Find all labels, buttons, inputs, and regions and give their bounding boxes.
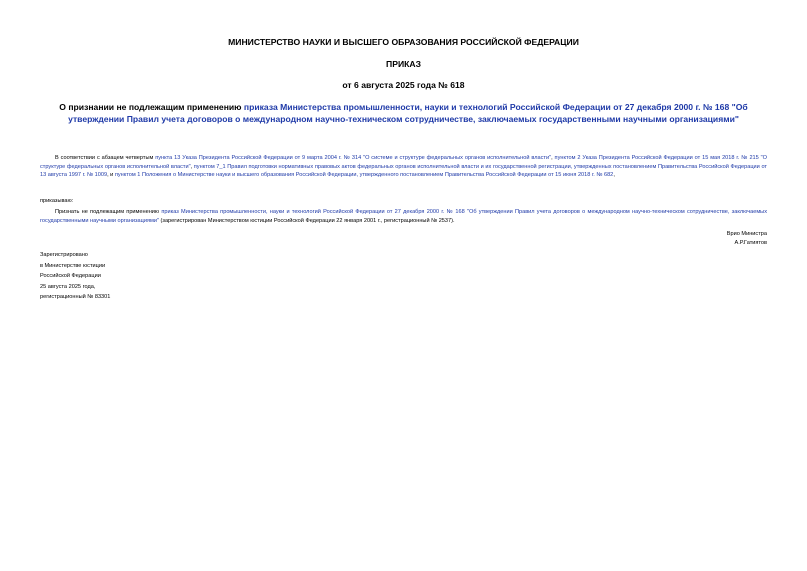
preamble-link-4[interactable]: пунктом 1 Положения о Министерстве науки и высшего образования Российской Федерации, утвержденного постановлением Правительства Российской Федерации от 15 июня 2018 г. № 682 <box>114 172 614 179</box>
decision-text-1: Признать не подлежащим применению <box>55 209 162 215</box>
decision-link-1[interactable]: приказ Министерства промышленности, науки и технологий Российской Федерации от 27 декабря 2000 г. № 168 "Об утверждении Правил учета договоров о международном научно-техническом сотрудничестве, заключаемых государственными научными организациями" <box>40 209 768 224</box>
preamble-link-2[interactable]: пунктом 2 Указа Президента Российской Федерации от 15 мая 2018 г. № 215 "О структуре федеральных органов исполнительной власти" <box>40 155 768 170</box>
preamble-link-3[interactable]: пунктом 7_1 Правил подготовки нормативных правовых актов федеральных органов исполнительной власти и их государственной регистрации, утвержденных постановлением Правительства Российской Федерации от 13 августа 1997 г. № 1009 <box>40 163 767 179</box>
preamble-text-2: , <box>551 155 555 161</box>
title-link[interactable]: приказа Министерства промышленности, науки и технологий Российской Федерации от 27 декабря 2000 г. № 168 "Об утверждении Правил учета договоров о международном научно-техническом сотрудничестве, заключаемых государственными научными организациями" <box>68 102 748 124</box>
registration-line-2: в Министерстве юстиции <box>40 263 106 269</box>
preamble-text-5: , <box>613 172 615 179</box>
registration-line-1: Зарегистрировано <box>40 252 88 258</box>
registration-line-5: регистрационный № 83301 <box>40 294 111 300</box>
preamble-link-1[interactable]: пункта 13 Указа Президента Российской Федерации от 9 марта 2004 г. № 314 "О системе и структуре федеральных органов исполнительной власти" <box>155 155 552 161</box>
title-prefix: О признании не подлежащим применению <box>59 102 244 112</box>
preamble-text-4: , и <box>107 172 115 179</box>
preamble-paragraph <box>40 154 767 180</box>
decision-text-2: (зарегистрирован Министерством юстиции Российской Федерации 22 января 2001 г., регистрационный № 2537). <box>158 217 455 224</box>
order-type-heading: ПРИКАЗ <box>386 59 421 69</box>
decision-paragraph <box>40 208 767 225</box>
document-title <box>40 102 767 125</box>
registration-line-4: 25 августа 2025 года, <box>40 284 96 290</box>
preamble-text-1: В соответствии с абзацем четвертым <box>55 155 156 161</box>
ministry-heading: МИНИСТЕРСТВО НАУКИ И ВЫСШЕГО ОБРАЗОВАНИЯ РОССИЙСКОЙ ФЕДЕРАЦИИ <box>228 37 579 47</box>
signatory-position: Врио Министра <box>726 231 767 237</box>
signatory-name: А.Р.Гатиятов <box>734 240 767 246</box>
order-word: приказываю: <box>40 198 74 204</box>
order-date: от 6 августа 2025 года № 618 <box>342 80 465 90</box>
registration-line-3: Российской Федерации <box>40 273 101 279</box>
preamble-text-3: , <box>190 163 194 170</box>
